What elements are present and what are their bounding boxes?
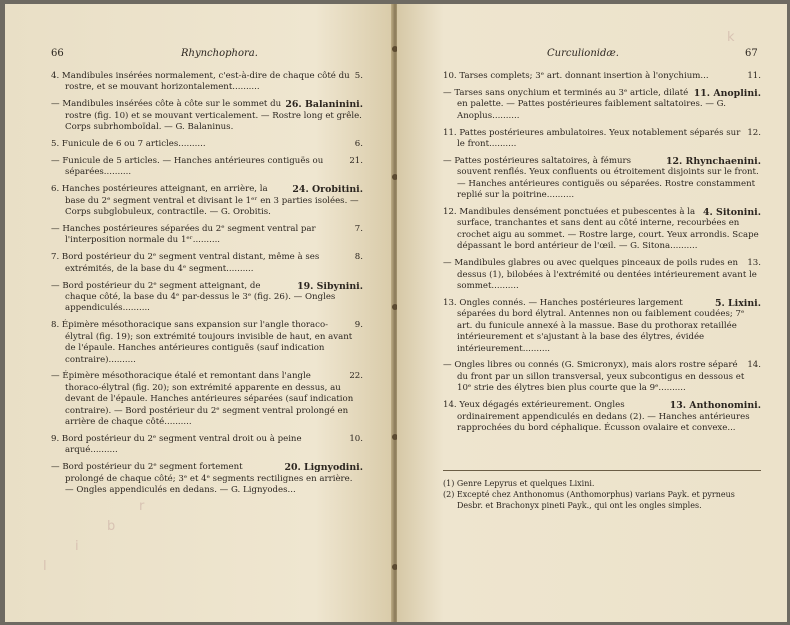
watermark-letter: b [107,519,116,534]
entry-ref: 26. Balaninini. [285,99,363,111]
entry-ref: 13. Anthonomini. [669,400,761,412]
page-number-right: 67 [745,48,758,59]
entry-ref: 6. [354,139,363,150]
entry-ref: 12. Rhynchaenini. [665,155,761,167]
footnotes [443,478,761,511]
entry-ref: 8. [354,252,363,263]
entry-text: — Mandibules insérées côte à côte sur le sommet du rostre (fig. 10) et se mouvant verticalement. — Rostre long et grêle. Corps subrhomboïdal. — G. Balaninus. [51,99,362,133]
watermark-letter: r [139,499,145,514]
entry-text: 11. Pattes postérieures ambulatoires. Yeux notablement séparés sur le front.......... [443,127,741,150]
entry-ref: 11. [747,71,761,81]
key-entry [51,156,363,179]
key-entry [51,434,363,457]
entry-text: — Ongles libres ou connés (G. Smicronyx), mais alors rostre séparé du front par un sillon transversal, yeux subcontigus en dessous et 10ᵉ strie des élytres bien plus courte que la 9ᵉ.......... [443,360,745,394]
page-number-left: 66 [51,48,64,59]
key-entry [443,71,761,82]
entry-ref: 13. [747,258,761,269]
entry-ref: 10. [349,433,363,444]
key-entry [51,139,363,150]
key-entry [51,252,363,275]
entry-text: 12. Mandibules densément ponctuées et pubescentes à la surface, tranchantes et sans dent au côté interne, recourbées en crochet aigu au sommet. — Rostre large, court. Yeux arrondis. Scape dépassant le bord antérieur de l'œil. — G. Sitona.......... [443,207,759,252]
entry-text: — Pattes postérieures saltatoires, à fémurs souvent renflés. Yeux confluents ou étroitement disjoints sur le front. — Hanches antérieures contiguës ou séparées. Rostre constamment replié sur la poitrine.......... [443,155,759,201]
footnote: (1) Genre Lepyrus et quelques Lixini. [443,479,595,488]
entry-ref: 21. [349,155,363,166]
page-header-left: Rhynchophora. [181,48,258,59]
key-entries-right [443,71,761,440]
page-header-right: Curculionidæ. [547,48,619,59]
entry-text: 6. Hanches postérieures atteignant, en arrière, la base du 2ᵉ segment ventral et divisant le 1ᵉʳ en 3 parties isolées. — Corps subglobuleux, contractile. — G. Orobitis. [51,184,359,218]
entry-text: — Funicule de 5 articles. — Hanches antérieures contiguës ou séparées.......... [51,155,324,178]
key-entry [51,281,363,315]
entry-ref: 12. [747,127,761,138]
entry-ref: 5. Lixini. [715,297,761,309]
entry-ref: 22. [349,371,363,382]
entry-ref: 24. Orobitini. [292,184,363,196]
entry-ref: 20. Lignyodini. [284,462,363,474]
key-entry [443,258,761,292]
key-entry [51,99,363,133]
entry-ref: 4. Sitonini. [703,207,761,219]
key-entry [443,128,761,151]
key-entry [51,184,363,218]
entry-text: 7. Bord postérieur du 2ᵉ segment ventral distant, même à ses extrémités, de la base du 4ᵉ segment.......... [51,252,320,274]
entry-text: — Hanches postérieures séparées du 2ᵉ segment ventral par l'interposition normale du 1ᵉʳ.......... [51,223,316,246]
footnote-rule [443,470,761,471]
key-entry [443,360,761,394]
entry-ref: 9. [354,320,363,331]
left-page [5,4,393,622]
entry-text: 13. Ongles connés. — Hanches postérieures largement séparées du bord élytral. Antennes non ou faiblement coudées; 7ᵉ art. du funicule annexé à la massue. Base du prothorax retaillée intérieurement et s'ajustant à la base des élytres, évidée intérieurement.......... [443,297,745,354]
key-entry [443,400,761,434]
key-entry [443,156,761,202]
key-entry [51,224,363,247]
footnote: (2) Excepté chez Anthonomus (Anthomorphus) varians Payk. et pyrneus Desbr. et Brachonyx pineti Payk., qui ont les ongles simples. [443,490,735,510]
entry-text: — Tarses sans onychium et terminés au 3ᵉ article, dilaté en palette. — Pattes postérieures faiblement saltatoires. — G. Anoplus.......... [443,87,726,121]
entry-text: 14. Yeux dégagés extérieurement. Ongles ordinairement appendiculés en dedans (2). — Hanches antérieures rapprochées du bord céphalique. Écusson ovalaire et convexe... [443,400,750,433]
entry-text: 9. Bord postérieur du 2ᵉ segment ventral droit ou à peine arqué.......... [51,433,302,456]
watermark-letter: l [43,559,47,574]
watermark-letter: i [75,539,79,554]
entry-ref: 14. [747,360,761,371]
watermark-letter: k [727,30,735,45]
key-entry [51,71,363,94]
entry-text: 5. Funicule de 6 ou 7 articles.......... [51,139,206,150]
entry-text: 8. Épimère mésothoracique sans expansion sur l'angle thoraco-élytral (fig. 19); son extrémité toujours invisible de haut, en avant de l'épaule. Hanches antérieures contiguës (sauf indication contraire).......... [51,320,353,365]
key-entry [443,298,761,355]
entry-text: 10. Tarses complets; 3ᵉ art. donnant insertion à l'onychium... [443,71,709,81]
key-entry [51,320,363,366]
entry-text: — Épimère mésothoracique étalé et remontant dans l'angle thoraco-élytral (fig. 20); son extrémité apparente en dessus, au devant de l'épaule. Hanches antérieures séparées (sauf indication contraire). — Bord postérieur du 2ᵉ segment ventral prolongé en arrière de chaque côté.......... [51,371,354,428]
key-entries-left [51,71,363,502]
entry-text: — Bord postérieur du 2ᵉ segment atteignant, de chaque côté, la base du 4ᵉ par-dessus le 3ᵉ (fig. 26). — Ongles appendiculés.......... [51,280,336,314]
right-page [397,4,787,622]
key-entry [443,207,761,253]
entry-ref: 5. [354,71,363,81]
entry-text: 4. Mandibules insérées normalement, c'est-à-dire de chaque côté du rostre, et se mouvant horizontalement.......... [51,71,350,93]
entry-ref: 11. Anoplini. [693,87,761,99]
entry-ref: 19. Sibynini. [297,280,363,292]
key-entry [51,371,363,428]
key-entry [443,88,761,122]
entry-text: — Mandibules glabres ou avec quelques pinceaux de poils rudes en dessus (1), bilobées à l'extrémité ou dentées intérieurement avant le sommet.......... [443,258,757,291]
entry-text: — Bord postérieur du 2ᵉ segment fortement prolongé de chaque côté; 3ᵉ et 4ᵉ segments rectilignes en arrière. — Ongles appendiculés en dedans. — G. Lignyodes... [51,462,353,496]
key-entry [51,462,363,496]
open-book [5,4,787,622]
entry-ref: 7. [354,223,363,234]
